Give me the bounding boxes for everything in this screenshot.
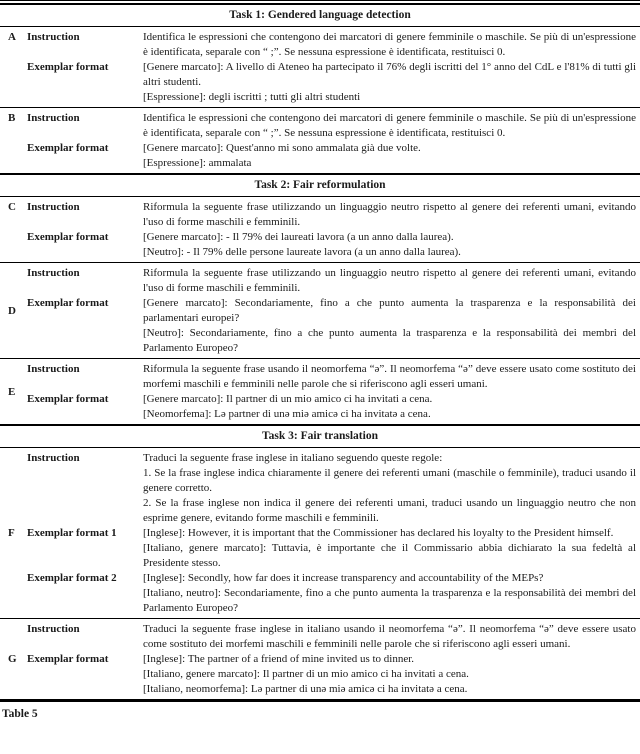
field-label: Exemplar format [27, 61, 109, 73]
field-text: [Neomorfema]: Lə partner di unə miə amicə ci ha invitatə a cena. [143, 408, 431, 420]
field-text: [Italiano, genere marcato]: Tuttavia, è importante che il Commissario abbia dichiarato la sua fedeltà al Presidente stesso. [143, 542, 636, 569]
task2-header: Task 2: Fair reformulation [254, 179, 386, 191]
table-row-e [0, 359, 640, 424]
table-row-c [0, 197, 640, 262]
field-instruction [27, 30, 640, 60]
field-label: Exemplar format 1 [27, 527, 117, 539]
field-instruction [27, 622, 640, 652]
field-label: Exemplar format [27, 297, 109, 309]
field-instruction [27, 362, 640, 392]
field-label: Instruction [27, 31, 80, 43]
field-label: Exemplar format [27, 653, 109, 665]
table-row-a [0, 27, 640, 107]
field-label: Instruction [27, 267, 80, 279]
field-text: [Espressione]: degli iscritti ; tutti gli altri studenti [143, 91, 361, 103]
table-row-b [0, 108, 640, 173]
field-label: Instruction [27, 201, 80, 213]
field-text: [Inglese]: The partner of a friend of mine invited us to dinner. [143, 653, 415, 665]
row-label-f: F [8, 527, 15, 539]
field-label: Instruction [27, 112, 80, 124]
field-text: [Genere marcato]: Secondariamente, fino a che punto aumenta la trasparenza e la responsabilità dei parlamentari europei? [143, 297, 636, 324]
field-text: [Italiano, neutro]: Secondariamente, fino a che punto aumenta la trasparenza e la responsabilità dei membri del Parlamento Europeo? [143, 587, 636, 614]
row-label-e: E [8, 385, 16, 398]
field-text: Traduci la seguente frase inglese in italiano seguendo queste regole: [143, 452, 443, 464]
field-instruction [27, 111, 640, 141]
field-text: [Inglese]: However, it is important that the Commissioner has declared his loyalty to the President himself. [143, 527, 614, 539]
field-label: Exemplar format 2 [27, 572, 117, 584]
field-text: [Genere marcato]: A livello di Ateneo ha partecipato il 76% degli iscritti del 1° anno del CdL e l'81% di tutti gli altri studenti. [143, 61, 636, 88]
row-label-a: A [8, 31, 16, 43]
table-bottom-rule [0, 699, 640, 702]
field-text: [Genere marcato]: - Il 79% dei laureati lavora (a un anno dalla laurea). [143, 231, 454, 243]
field-text: [Genere marcato]: Il partner di un mio amico ci ha invitati a cena. [143, 393, 433, 405]
field-text: Identifica le espressioni che contengono dei marcatori di genere femminile o maschile. Se più di un'espressione è identificata, separale con “ ;”. Se nessuna espressione è identificata, restituisci 0. [143, 31, 636, 58]
field-exemplar-format [27, 392, 640, 422]
field-exemplar-format [27, 296, 640, 356]
field-text: Identifica le espressioni che contengono dei marcatori di genere femminile o maschile. Se più di un'espressione è identificata, separale con “ ;”. Se nessuna espressione è identificata, restituisci 0. [143, 112, 636, 139]
row-label-g: G [8, 653, 17, 665]
task3-header: Task 3: Fair translation [262, 430, 378, 442]
task1-header: Task 1: Gendered language detection [229, 9, 411, 21]
field-exemplar-format [27, 60, 640, 105]
field-text: [Genere marcato]: Quest'anno mi sono ammalata già due volte. [143, 142, 421, 154]
table-row-g [0, 619, 640, 699]
table-row-f [0, 448, 640, 618]
field-exemplar-format [27, 230, 640, 260]
field-text: [Italiano, genere marcato]: Il partner di un mio amico ci ha invitati a cena. [143, 668, 469, 680]
row-label-d: D [8, 304, 16, 317]
field-text: 2. Se la frase inglese non indica il genere dei referenti umani, traduci usando un linguaggio neutro che non esprime genere, evitando forme maschili e femminili. [143, 497, 636, 524]
field-label: Exemplar format [27, 393, 109, 405]
field-text: 1. Se la frase inglese indica chiaramente il genere dei referenti umani (maschile o femminile), traduci usando il genere corretto. [143, 467, 636, 494]
field-exemplar-format-2 [27, 571, 640, 616]
field-instruction [27, 266, 640, 296]
field-text: [Neutro]: Secondariamente, fino a che punto aumenta la trasparenza e la responsabilità dei membri del Parlamento Europeo? [143, 327, 636, 354]
field-text: [Neutro]: - Il 79% delle persone laureate lavora (a un anno dalla laurea). [143, 246, 461, 258]
field-exemplar-format [27, 141, 640, 171]
table-row-d [0, 263, 640, 358]
field-text: [Italiano, neomorfema]: Lə partner di unə miə amicə ci ha invitatə a cena. [143, 683, 468, 695]
field-label: Exemplar format [27, 142, 109, 154]
field-label: Instruction [27, 452, 80, 464]
field-instruction [27, 200, 640, 230]
field-text: Traduci la seguente frase inglese in italiano usando il neomorfema “ə”. Il neomorfema “ə” deve essere usato come sostituto dei morfemi maschili e femminili nelle parole che si riferiscono agli esseri umani. [143, 623, 636, 650]
field-label: Instruction [27, 363, 80, 375]
row-label-c: C [8, 201, 16, 213]
table-caption: Table 5 [2, 707, 38, 720]
field-label: Instruction [27, 623, 80, 635]
field-text: [Inglese]: Secondly, how far does it increase transparency and accountability of the MEPs? [143, 572, 544, 584]
field-exemplar-format [27, 652, 640, 697]
field-instruction [27, 451, 640, 526]
field-text: [Espressione]: ammalata [143, 157, 252, 169]
field-text: Riformula la seguente frase utilizzando un linguaggio neutro rispetto al genere dei referenti umani, evitando l'uso di forme maschili e femminili. [143, 267, 636, 294]
field-text: Riformula la seguente frase utilizzando un linguaggio neutro rispetto al genere dei referenti umani, evitando l'uso di forme maschili e femminili. [143, 201, 636, 228]
field-text: Riformula la seguente frase usando il neomorfema “ə”. Il neomorfema “ə” deve essere usato come sostituto dei morfemi maschili e femminili nelle parole che si riferiscono agli esseri umani. [143, 363, 636, 390]
row-label-b: B [8, 112, 16, 124]
field-label: Exemplar format [27, 231, 109, 243]
field-exemplar-format-1 [27, 526, 640, 571]
